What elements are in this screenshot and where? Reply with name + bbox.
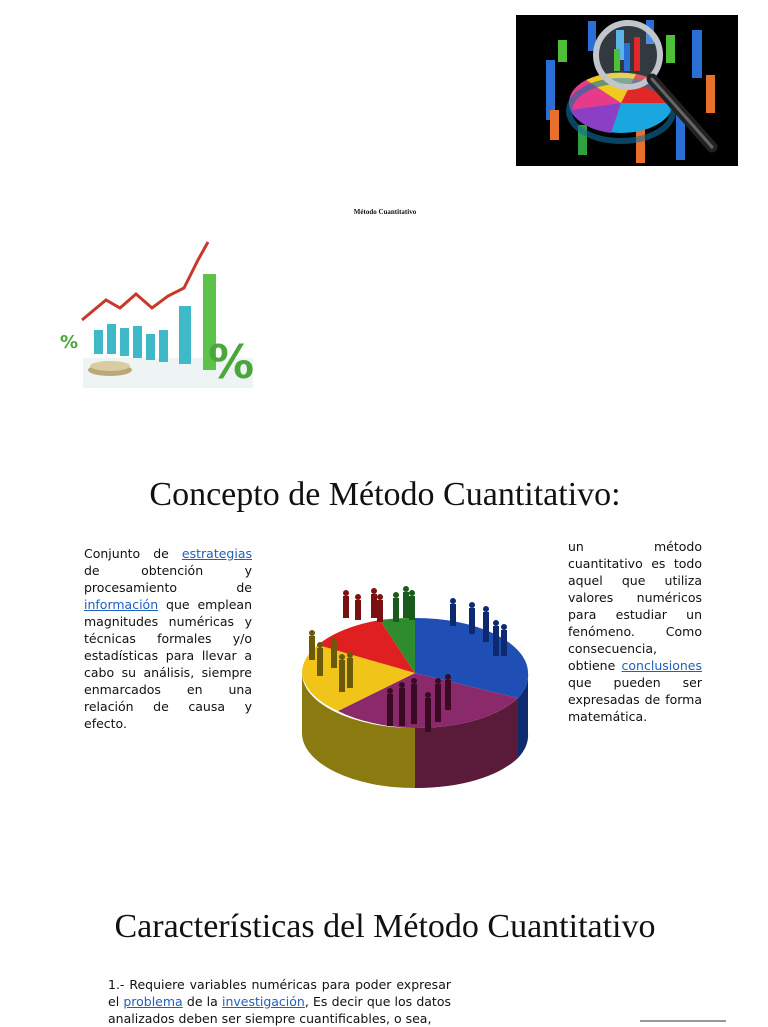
link-problema[interactable]: problema (123, 994, 183, 1009)
growth-chart-illustration (58, 238, 264, 398)
link-conclusiones[interactable]: conclusiones (621, 658, 702, 673)
char-text-3: , Es decir que los datos analizados deben ser siempre cuantificables, o sea, (108, 994, 451, 1026)
concept-left-text-2: de obtención y procesamiento de (84, 563, 252, 595)
magnifier-chart-illustration (516, 15, 738, 166)
concept-definition-left (84, 545, 252, 732)
link-investigacion[interactable]: investigación (221, 994, 305, 1009)
document-small-title: Método Cuantitativo (353, 208, 417, 216)
concept-left-text-1: Conjunto de (84, 546, 182, 561)
concept-definition-right (568, 538, 702, 725)
people-pie-chart-image (298, 583, 532, 793)
concept-right-text-2: que pueden ser expresadas de forma matemática. (568, 675, 702, 724)
link-informacion[interactable]: información (84, 597, 159, 612)
concept-right-text-1: un método cuantitativo es todo aquel que utiliza valores numéricos para estudiar un fenómeno. Como consecuencia, obtiene (568, 539, 702, 673)
char-text-1: 1.- Requiere variables numéricas para poder expresar el (108, 977, 451, 1009)
link-estrategias[interactable]: estrategias (181, 546, 252, 561)
characteristics-heading: Características del Método Cuantitativo (114, 908, 656, 945)
svg-text:%: % (60, 332, 79, 353)
characteristics-item-1 (108, 976, 451, 1027)
growth-chart-image (58, 238, 264, 398)
bottom-right-divider (640, 1020, 726, 1022)
magnifier-chart-image (516, 15, 738, 166)
concept-left-text-3: que emplean magnitudes numéricas y técnicas formales y/o estadísticas para llevar a cabo su análisis, siempre enmarcados en una relación de causa y efecto. (84, 597, 252, 731)
svg-text:%: % (208, 335, 255, 389)
people-pie-illustration (298, 583, 532, 793)
char-text-2: de la (182, 994, 222, 1009)
concept-heading: Concepto de Método Cuantitativo: (149, 476, 621, 513)
